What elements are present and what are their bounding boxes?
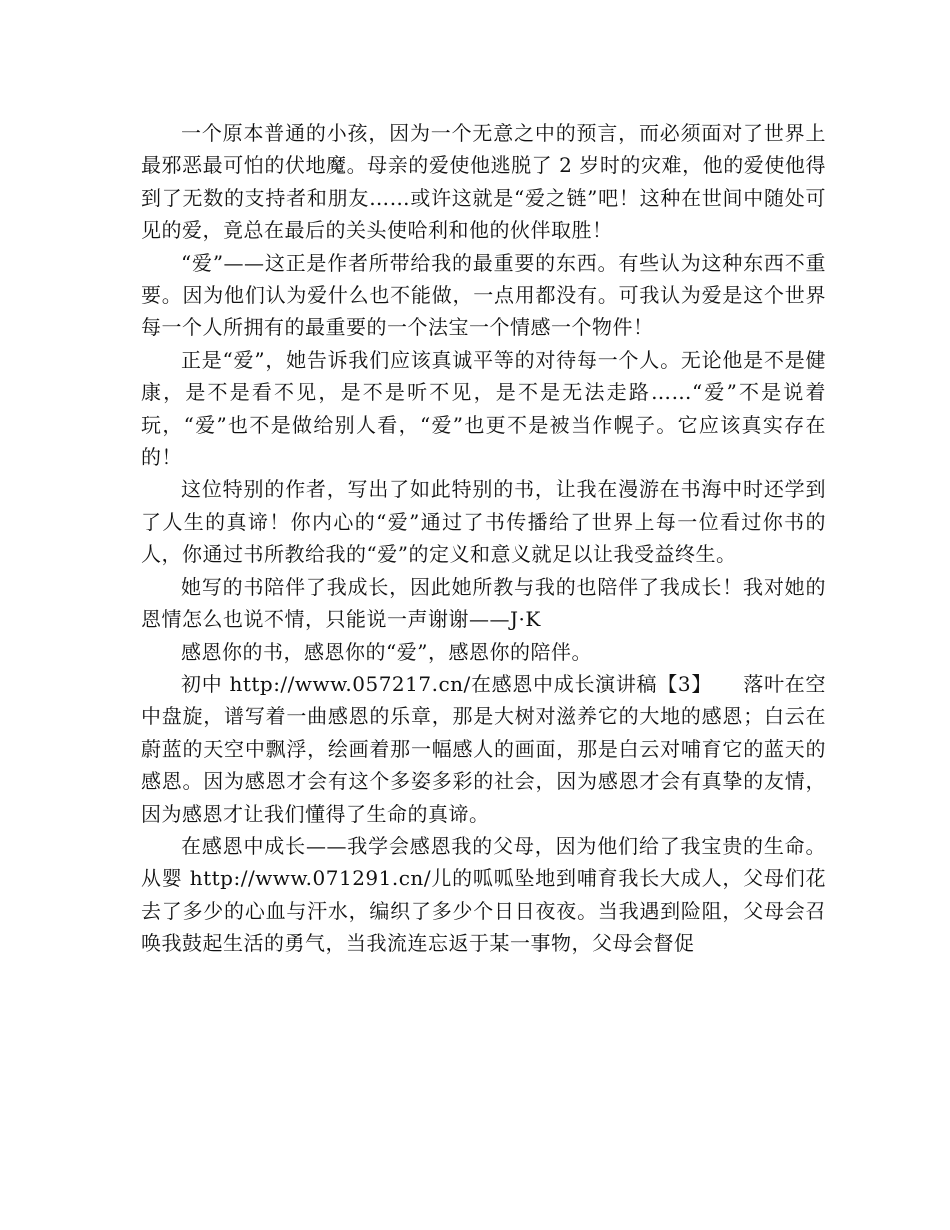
paragraph-gratitude-line: 感恩你的书，感恩你的“爱”，感恩你的陪伴。	[181, 639, 592, 664]
paragraph-speech-intro: 初中 http://www.057217.cn/在感恩中成长演讲稿【3】 落叶在空中盘旋，谱写着一曲感恩的乐章，那是大树对滋养它的大地的感恩；白云在蔚蓝的天空中飘浮，绘画着那一幅感人的画面，那是白云对哺育它的蓝天的感恩。因为感恩才会有这个多姿多彩的社会，因为感恩才会有真挚的友情，因为感恩才让我们懂得了生命的真谛。	[141, 671, 826, 826]
paragraph-grateful-parents: 在感恩中成长——我学会感恩我的父母，因为他们给了我宝贵的生命。从婴 http://www.071291.cn/儿的呱呱坠地到哺育我长大成人，父母们花去了多少的心血与汗水，编织了多少个日日夜夜。当我遇到险阻，父母会召唤我鼓起生活的勇气，当我流连忘返于某一事物，父母会督促	[141, 833, 826, 956]
paragraph-treat-equally: 正是“爱”，她告诉我们应该真诚平等的对待每一个人。无论他是不是健康，是不是看不见，是不是听不见，是不是无法走路……“爱”不是说着玩，“爱”也不是做给别人看，“爱”也更不是被当作幌子。它应该真实存在的！	[141, 347, 826, 470]
paragraph-special-author: 这位特别的作者，写出了如此特别的书，让我在漫游在书海中时还学到了人生的真谛！你内心的“爱”通过了书传播给了世界上每一位看过你书的人，你通过书所教给我的“爱”的定义和意义就足以让我受益终生。	[141, 477, 826, 567]
paragraph-harry-love: 一个原本普通的小孩，因为一个无意之中的预言，而必须面对了世界上最邪恶最可怕的伏地魔。母亲的爱使他逃脱了 2 岁时的灾难，他的爱使他得到了无数的支持者和朋友……或许这就是“爱之链”吧！这种在世间中随处可见的爱，竟总在最后的关头使哈利和他的伙伴取胜！	[141, 121, 826, 243]
paragraph-love-importance: “爱”——这正是作者所带给我的最重要的东西。有些认为这种东西不重要。因为他们认为爱什么也不能做，一点用都没有。可我认为爱是这个世界每一个人所拥有的最重要的一个法宝一个情感一个物件！	[141, 250, 826, 340]
document-body	[141, 117, 826, 960]
paragraph-thanks-jk: 她写的书陪伴了我成长，因此她所教与我的也陪伴了我成长！我对她的恩情怎么也说不情，只能说一声谢谢——J·K	[141, 574, 826, 632]
